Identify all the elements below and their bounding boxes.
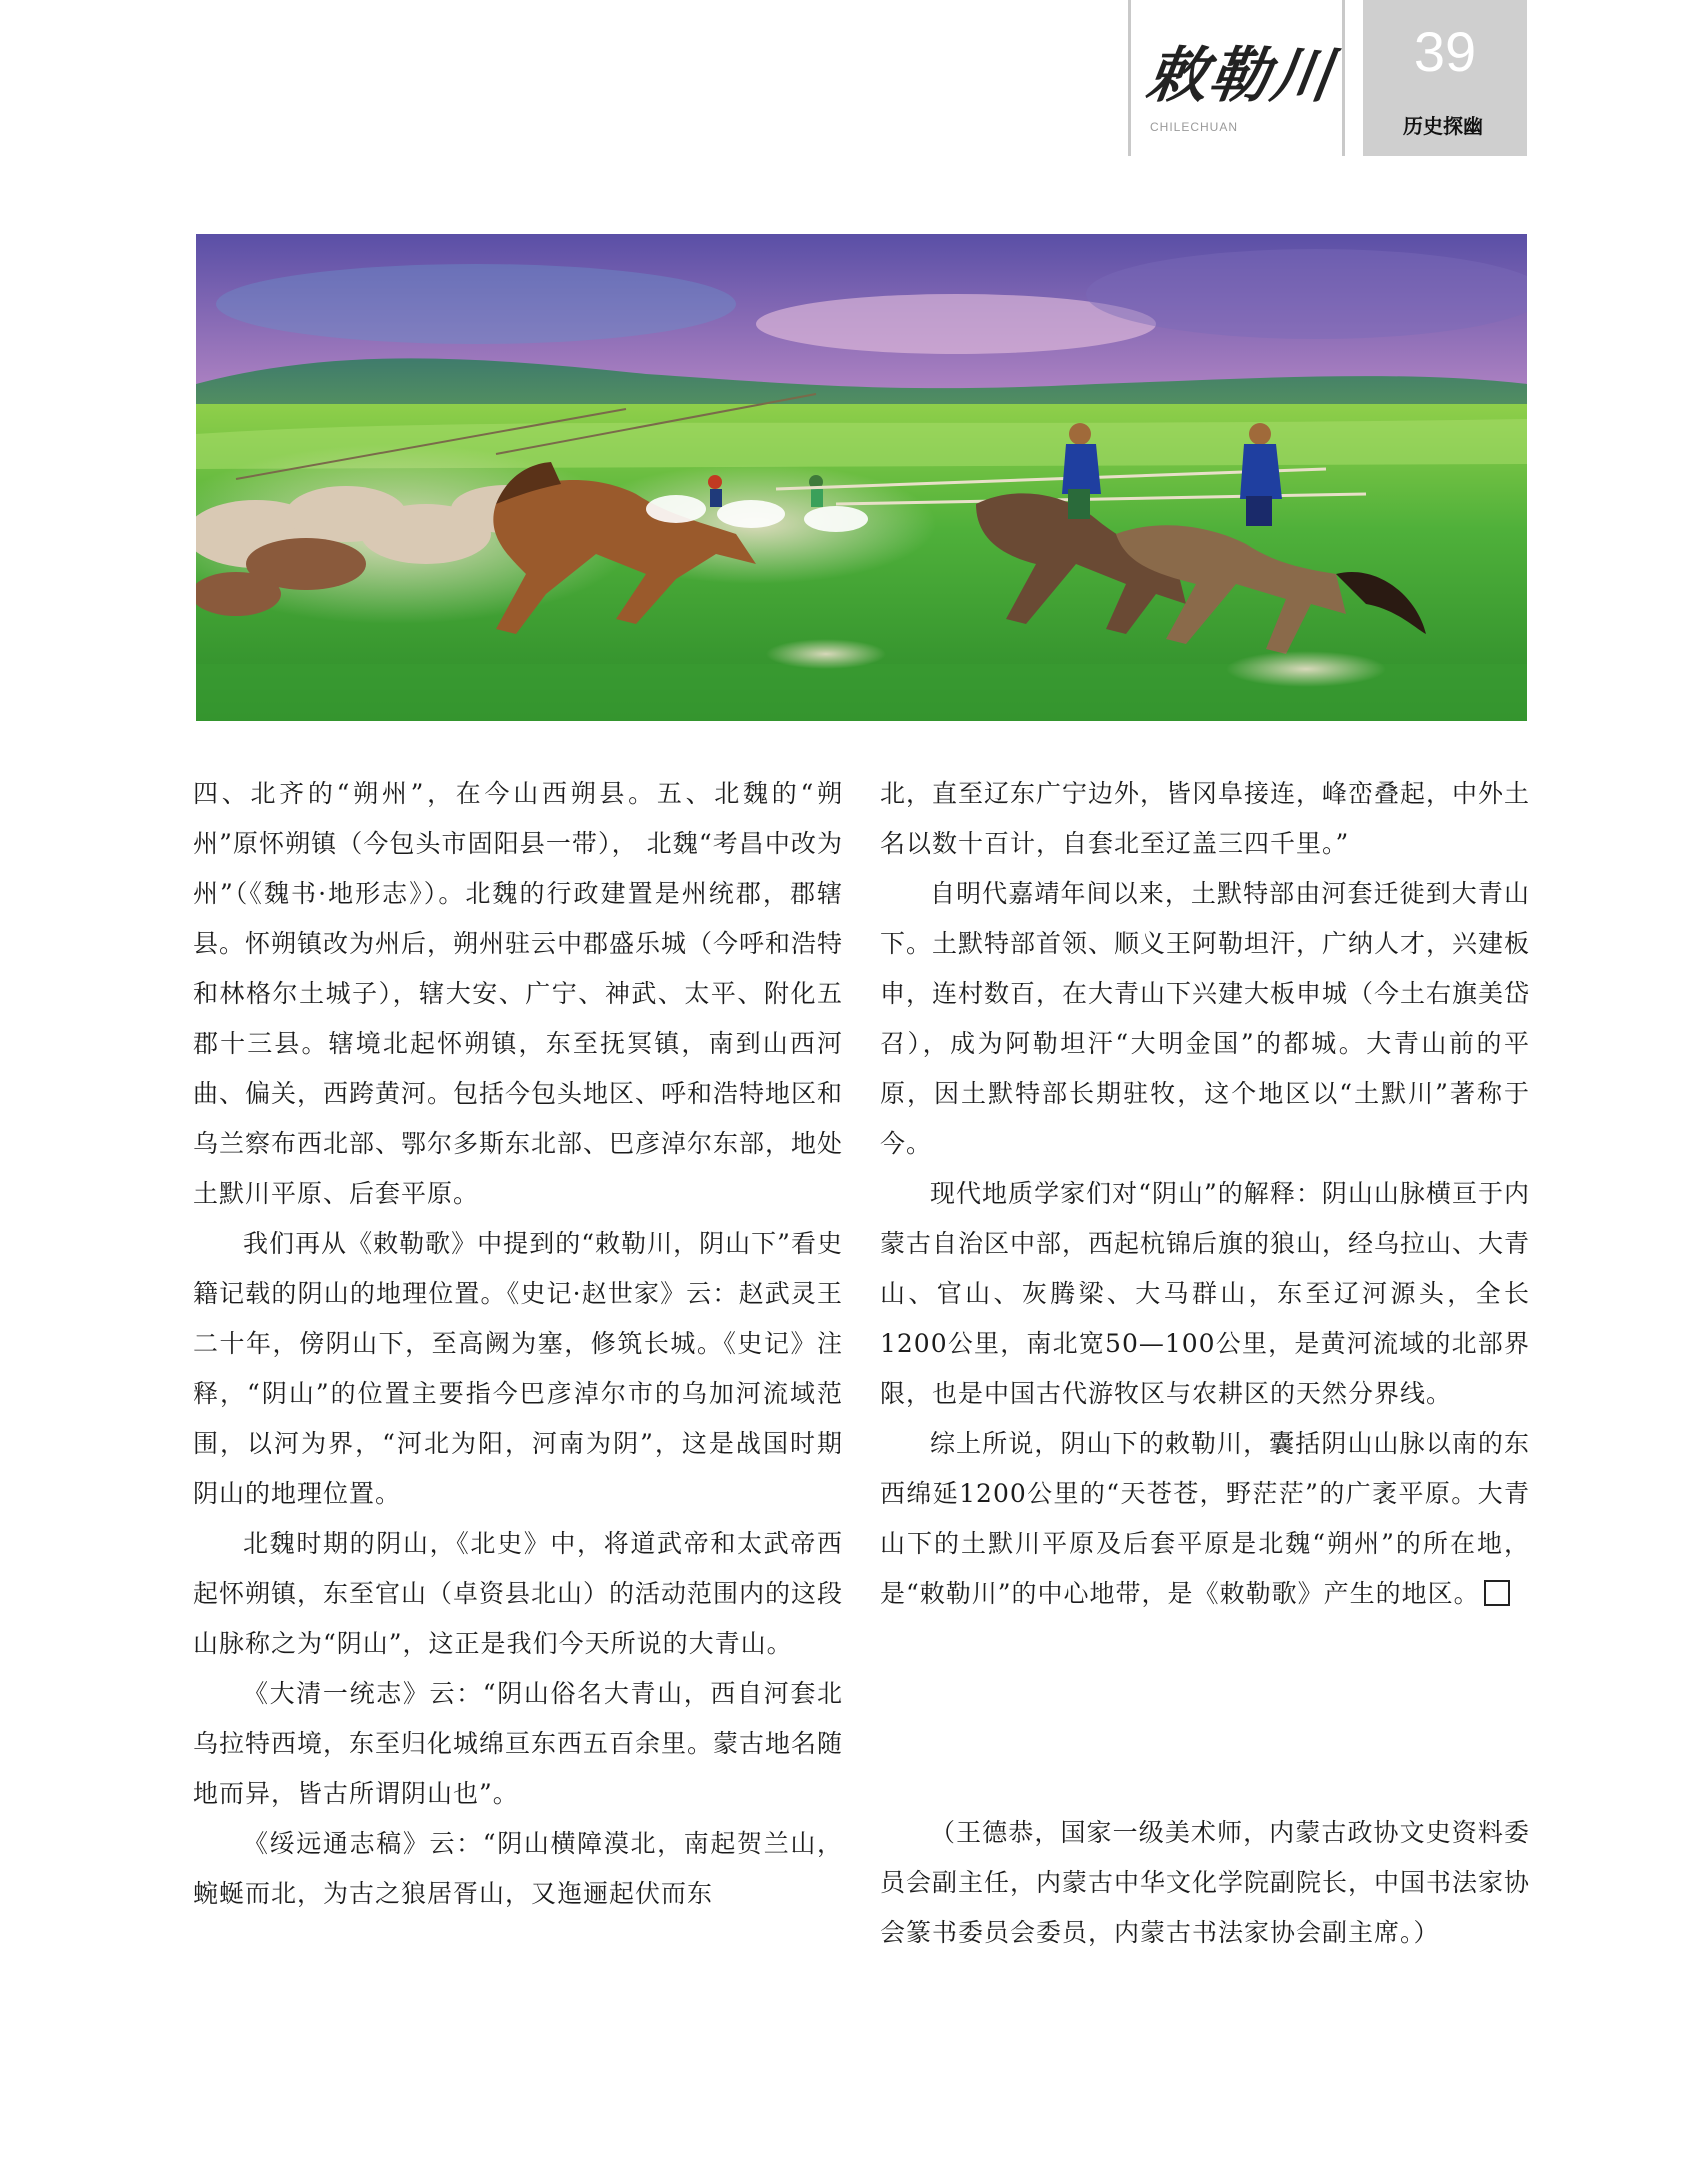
paragraph-3: 《大清一统志》云：“阴山俗名大青山，西自河套北乌拉特西境，东至归化城绵亘东西五百余里。蒙古地名随地而异，皆古所谓阴山也”。 [193, 1679, 844, 1808]
author-bio: （王德恭，国家一级美术师，内蒙古政协文史资料委员会副主任，内蒙古中华文化学院副院长，中国书法家协会篆书委员会委员，内蒙古书法家协会副主席。） [880, 1818, 1531, 1947]
header-divider-right [1342, 0, 1345, 156]
paragraph-5: 北，直至辽东广宁边外，皆冈阜接连，峰峦叠起，中外土名以数十百计，自套北至辽盖三四千里。” [880, 779, 1531, 858]
painting-horsemen-with-lasso-poles [196, 234, 1527, 721]
paragraph-4: 《绥远通志稿》云：“阴山横障漠北，南起贺兰山，蜿蜒而北，为古之狼居胥山，又迤逦起伏而东 [193, 1829, 843, 1908]
logo-subtitle: CHILECHUAN [1150, 120, 1239, 134]
paragraph-0: 四、北齐的“朔州”，在今山西朔县。五、北魏的“朔州”原怀朔镇（今包头市固阳县一带）， 北魏“考昌中改为州”（《魏书·地形志》）。北魏的行政建置是州统郡，郡辖县。怀朔镇改为州后，朔州驻云中郡盛乐城（今呼和浩特和林格尔土城子），辖大安、广宁、神武、太平、附化五郡十三县。辖境北起怀朔镇，东至抚冥镇，南到山西河曲、偏关，西跨黄河。包括今包头地区、呼和浩特地区和乌兰察布西北部、鄂尔多斯东北部、巴彦淖尔东部，地处土默川平原、后套平原。 [193, 779, 844, 1208]
paragraph-7: 现代地质学家们对“阴山”的解释：阴山山脉横亘于内蒙古自治区中部，西起杭锦后旗的狼山，经乌拉山、大青山、官山、灰腾梁、大马群山，东至辽河源头，全长1200公里，南北宽50—100公里，是黄河流域的北部界限，也是中国古代游牧区与农耕区的天然分界线。 [880, 1179, 1531, 1408]
end-of-article-mark [1484, 1580, 1510, 1606]
page-number-box [1363, 0, 1527, 156]
paragraph-8-text: 综上所说，阴山下的敕勒川，囊括阴山山脉以南的东西绵延1200公里的“天苍苍，野茫茫”的广袤平原。大青山下的土默川平原及后套平原是北魏“朔州”的所在地，是“敕勒川”的中心地带，是《敕勒歌》产生的地区。 [880, 1429, 1530, 1608]
magazine-logo [1142, 28, 1339, 134]
page-number: 39 [1413, 20, 1477, 83]
right-column [880, 769, 1530, 1619]
header-divider-left [1128, 0, 1131, 156]
section-label: 历史探幽 [1403, 114, 1483, 138]
logo-calligraphy: 敕勒川 [1142, 41, 1339, 111]
paragraph-1: 我们再从《敕勒歌》中提到的“敕勒川，阴山下”看史籍记载的阴山的地理位置。《史记·赵世家》云：赵武灵王二十年，傍阴山下，至高阙为塞，修筑长城。《史记》注释，“阴山”的位置主要指今巴彦淖尔市的乌加河流域范围，以河为界，“河北为阳，河南为阴”，这是战国时期阴山的地理位置。 [193, 1229, 843, 1508]
paragraph-8 [880, 1419, 1530, 1619]
paragraph-2: 北魏时期的阴山，《北史》中，将道武帝和太武帝西起怀朔镇，东至官山（卓资县北山）的活动范围内的这段山脉称之为“阴山”，这正是我们今天所说的大青山。 [193, 1529, 844, 1658]
paragraph-6: 自明代嘉靖年间以来，土默特部由河套迁徙到大青山下。土默特部首领、顺义王阿勒坦汗，广纳人才，兴建板申，连村数百，在大青山下兴建大板申城（今土右旗美岱召），成为阿勒坦汗“大明金国”的都城。大青山前的平原，因土默特部长期驻牧，这个地区以“土默川”著称于今。 [880, 879, 1531, 1158]
left-column [193, 769, 843, 1919]
